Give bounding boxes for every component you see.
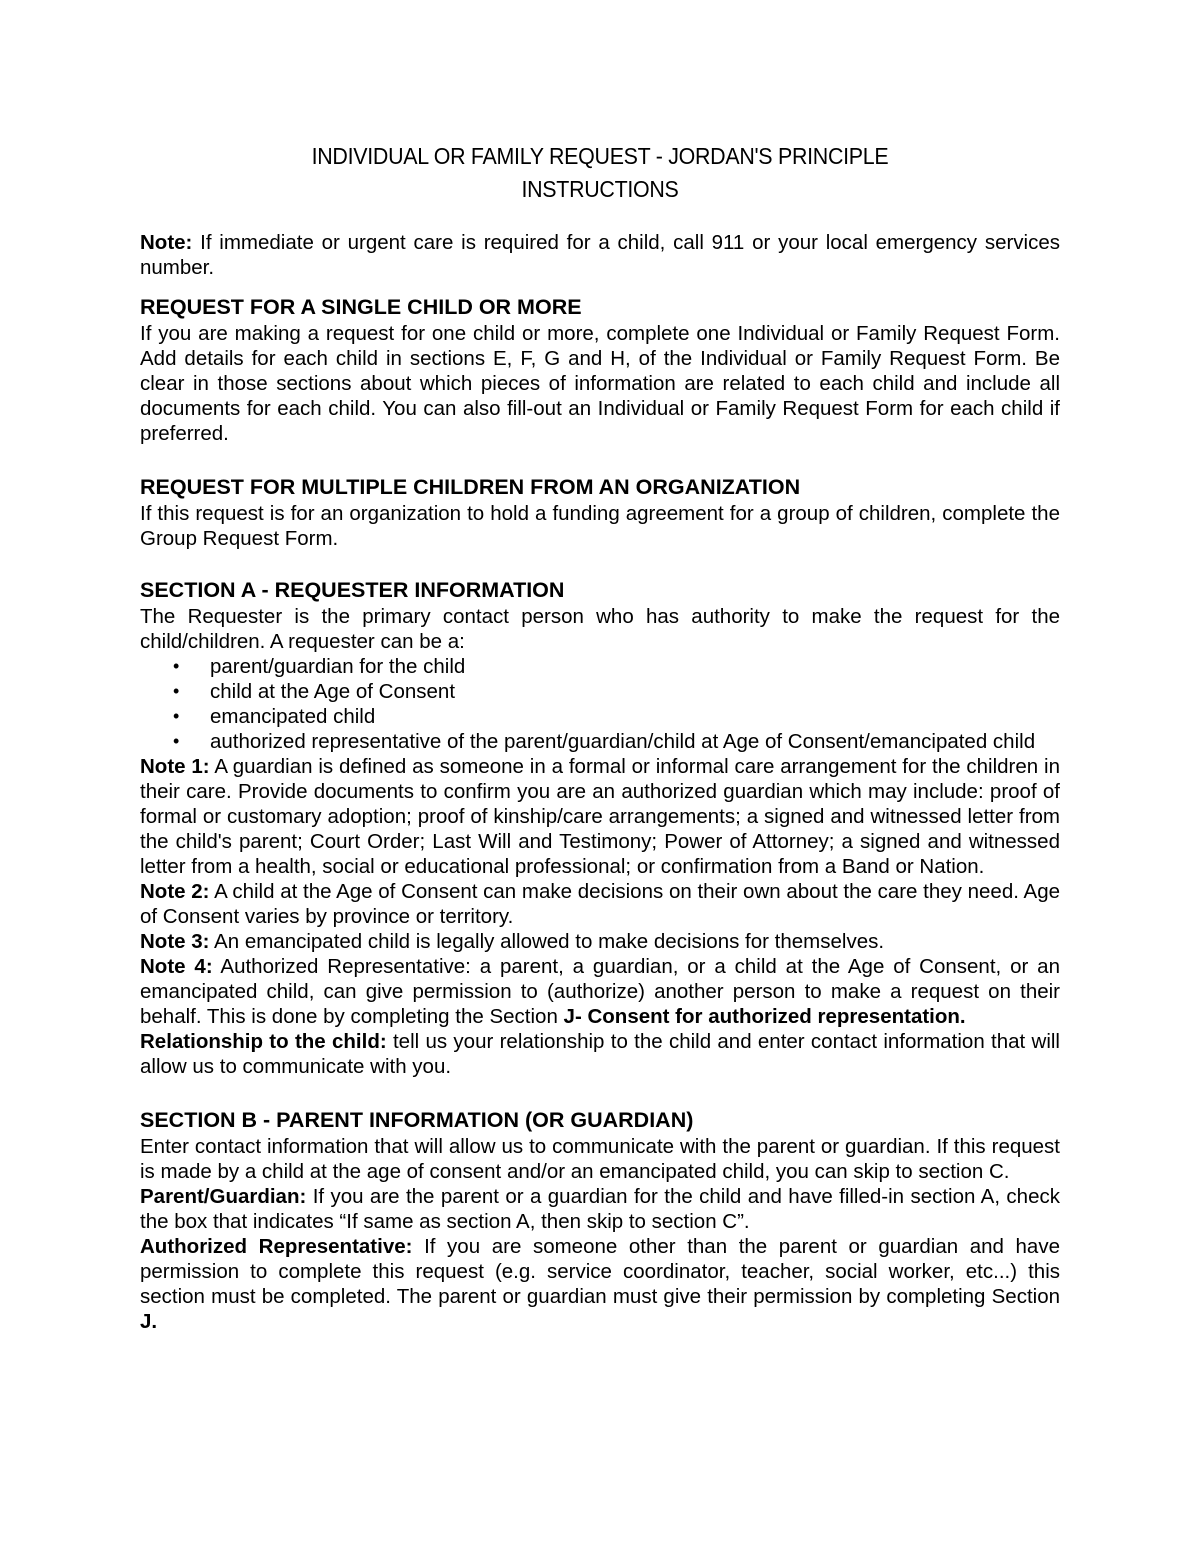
bullet-icon: •: [173, 731, 180, 751]
note-text: If immediate or urgent care is required for a child, call 911 or your local emergency services number.: [140, 231, 1060, 279]
section-a: [140, 577, 1060, 1079]
section-b: [140, 1107, 1060, 1334]
section-single-child: [140, 294, 1060, 446]
note-2: Note 2: A child at the Age of Consent can make decisions on their own about the care they need. Age of Consent varies by province or territory.: [140, 880, 1060, 928]
section-multiple-children: [140, 474, 1060, 551]
list-item: • emancipated child: [173, 705, 376, 728]
heading-multiple-children: REQUEST FOR MULTIPLE CHILDREN FROM AN ORGANIZATION: [140, 475, 801, 499]
body-multiple-children: If this request is for an organization to hold a funding agreement for a group of children, complete the Group Request Form.: [140, 502, 1060, 550]
body-single-child: If you are making a request for one child or more, complete one Individual or Family Request Form. Add details for each child in sections E, F, G and H, of the Individual or Family Request Form. Be clear in those sections about which pieces of information are related to each child and include all documents for each child. You can also fill-out an Individual or Family Request Form for each child if preferred.: [140, 322, 1060, 445]
bullet-icon: •: [173, 656, 180, 676]
heading-section-a: SECTION A - REQUESTER INFORMATION: [140, 578, 565, 602]
section-a-intro: The Requester is the primary contact person who has authority to make the request for the child/children. A requester can be a:: [140, 605, 1060, 653]
parent-guardian-note: Parent/Guardian: If you are the parent or a guardian for the child and have filled-in section A, check the box that indicates “If same as section A, then skip to section C”.: [140, 1185, 1060, 1233]
urgent-care-note: [140, 230, 1060, 280]
note-label: Note:: [140, 231, 193, 254]
list-item: • parent/guardian for the child: [173, 655, 466, 678]
list-item: • child at the Age of Consent: [173, 680, 456, 703]
title-line-1: INDIVIDUAL OR FAMILY REQUEST - JORDAN'S PRINCIPLE: [311, 143, 889, 169]
authorized-representative-note: Authorized Representative: If you are someone other than the parent or guardian and have permission to complete this request (e.g. service coordinator, teacher, social worker, etc...) this section must be completed. The parent or guardian must give their permission by completing Section J.: [140, 1235, 1060, 1333]
heading-single-child: REQUEST FOR A SINGLE CHILD OR MORE: [140, 295, 582, 319]
note-1: Note 1: A guardian is defined as someone in a formal or informal care arrangement for the children in their care. Provide documents to confirm you are an authorized guardian which may include: proof of formal or customary adoption; proof of kinship/care arrangements; a signed and witnessed letter from the child's parent; Court Order; Last Will and Testimony; Power of Attorney; a signed and witnessed letter from a health, social or educational professional; or confirmation from a Band or Nation.: [140, 755, 1060, 878]
section-b-intro: Enter contact information that will allow us to communicate with the parent or guardian. If this request is made by a child at the age of consent and/or an emancipated child, you can skip to section C.: [140, 1135, 1060, 1183]
heading-section-b: SECTION B - PARENT INFORMATION (OR GUARDIAN): [140, 1108, 694, 1132]
bullet-icon: •: [173, 706, 180, 726]
list-item: • authorized representative of the parent/guardian/child at Age of Consent/emancipated child: [173, 730, 1036, 753]
relationship-to-child: Relationship to the child: tell us your relationship to the child and enter contact information that will allow us to communicate with you.: [140, 1030, 1060, 1078]
note-3: Note 3: An emancipated child is legally allowed to make decisions for themselves.: [140, 930, 885, 953]
title-line-2: INSTRUCTIONS: [521, 176, 679, 202]
note-4: Note 4: Authorized Representative: a parent, a guardian, or a child at the Age of Consent, or an emancipated child, can give permission to (authorize) another person to make a request on their behalf. This is done by completing the Section J- Consent for authorized representation.: [140, 955, 1060, 1028]
bullet-icon: •: [173, 681, 180, 701]
requester-type-list: [140, 654, 1060, 754]
document-title: [140, 140, 1060, 206]
